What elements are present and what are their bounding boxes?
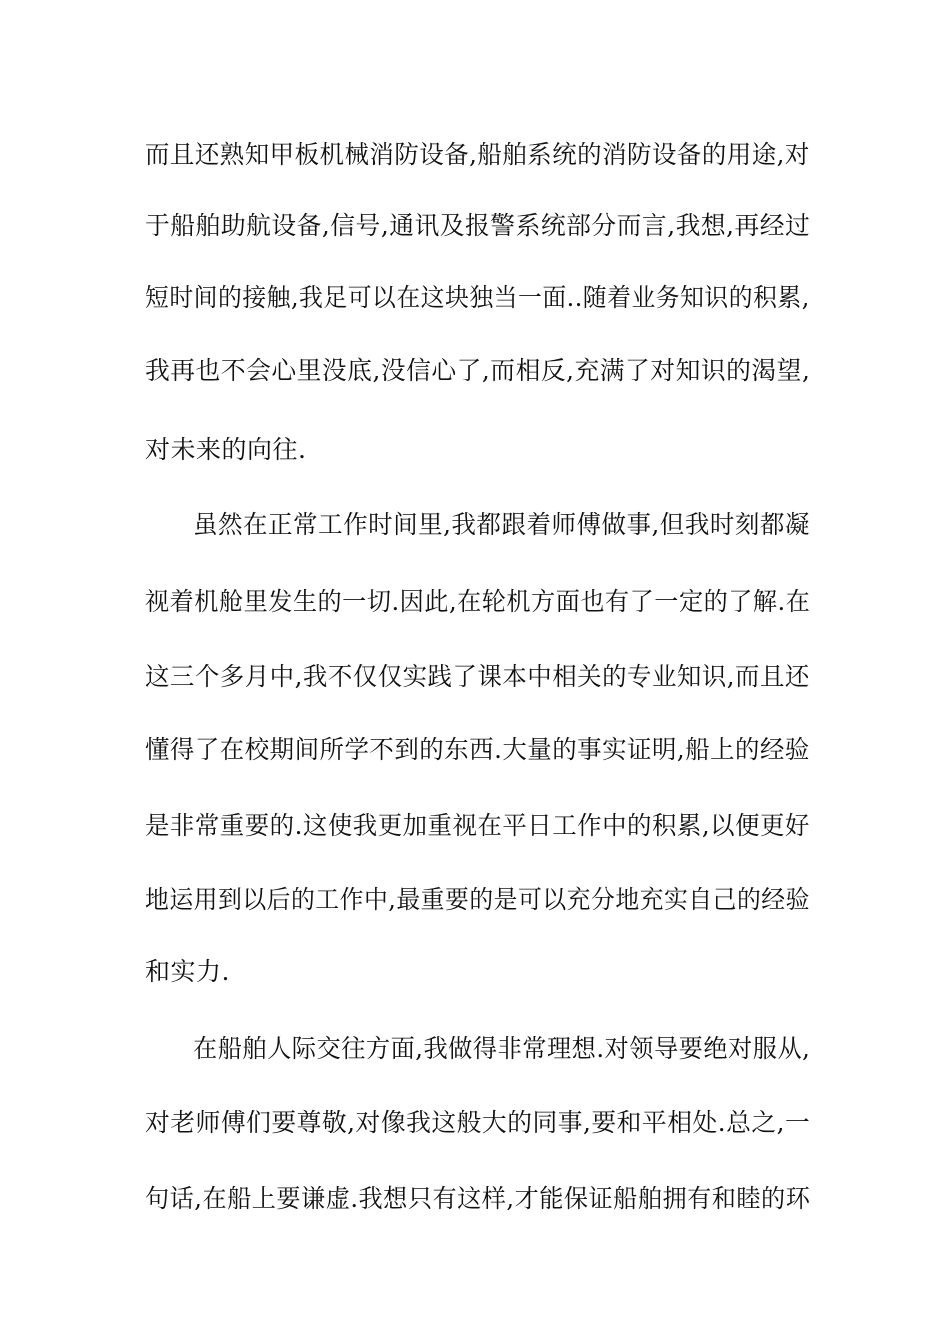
text-line: 对未来的向往. (145, 435, 307, 464)
text-line: 虽然在正常工作时间里,我都跟着师傅做事,但我时刻都凝 (193, 510, 810, 539)
text-line: 这三个多月中,我不仅仅实践了课本中相关的专业知识,而且还 (145, 662, 810, 691)
text-line: 和实力. (145, 957, 230, 986)
text-line: 是非常重要的.这使我更加重视在平日工作中的积累,以便更好 (145, 811, 810, 840)
text-line: 短时间的接触,我足可以在这块独当一面..随着业务知识的积累, (145, 283, 810, 312)
text-line: 句话,在船上要谦虚.我想只有这样,才能保证船舶拥有和睦的环 (145, 1184, 811, 1213)
text-line: 而且还熟知甲板机械消防设备,船舶系统的消防设备的用途,对 (145, 140, 810, 169)
text-line: 我再也不会心里没底,没信心了,而相反,充满了对知识的渴望, (145, 356, 811, 385)
text-line: 对老师傅们要尊敬,对像我这般大的同事,要和平相处.总之,一 (145, 1108, 811, 1137)
text-line: 视着机舱里发生的一切.因此,在轮机方面也有了一定的了解.在 (145, 587, 811, 616)
text-line: 地运用到以后的工作中,最重要的是可以充分地充实自己的经验 (145, 885, 810, 914)
text-line: 懂得了在校期间所学不到的东西.大量的事实证明,船上的经验 (145, 735, 810, 764)
text-line: 在船舶人际交往方面,我做得非常理想.对领导要绝对服从, (193, 1034, 811, 1063)
text-line: 于船舶助航设备,信号,通讯及报警系统部分而言,我想,再经过 (145, 211, 811, 240)
